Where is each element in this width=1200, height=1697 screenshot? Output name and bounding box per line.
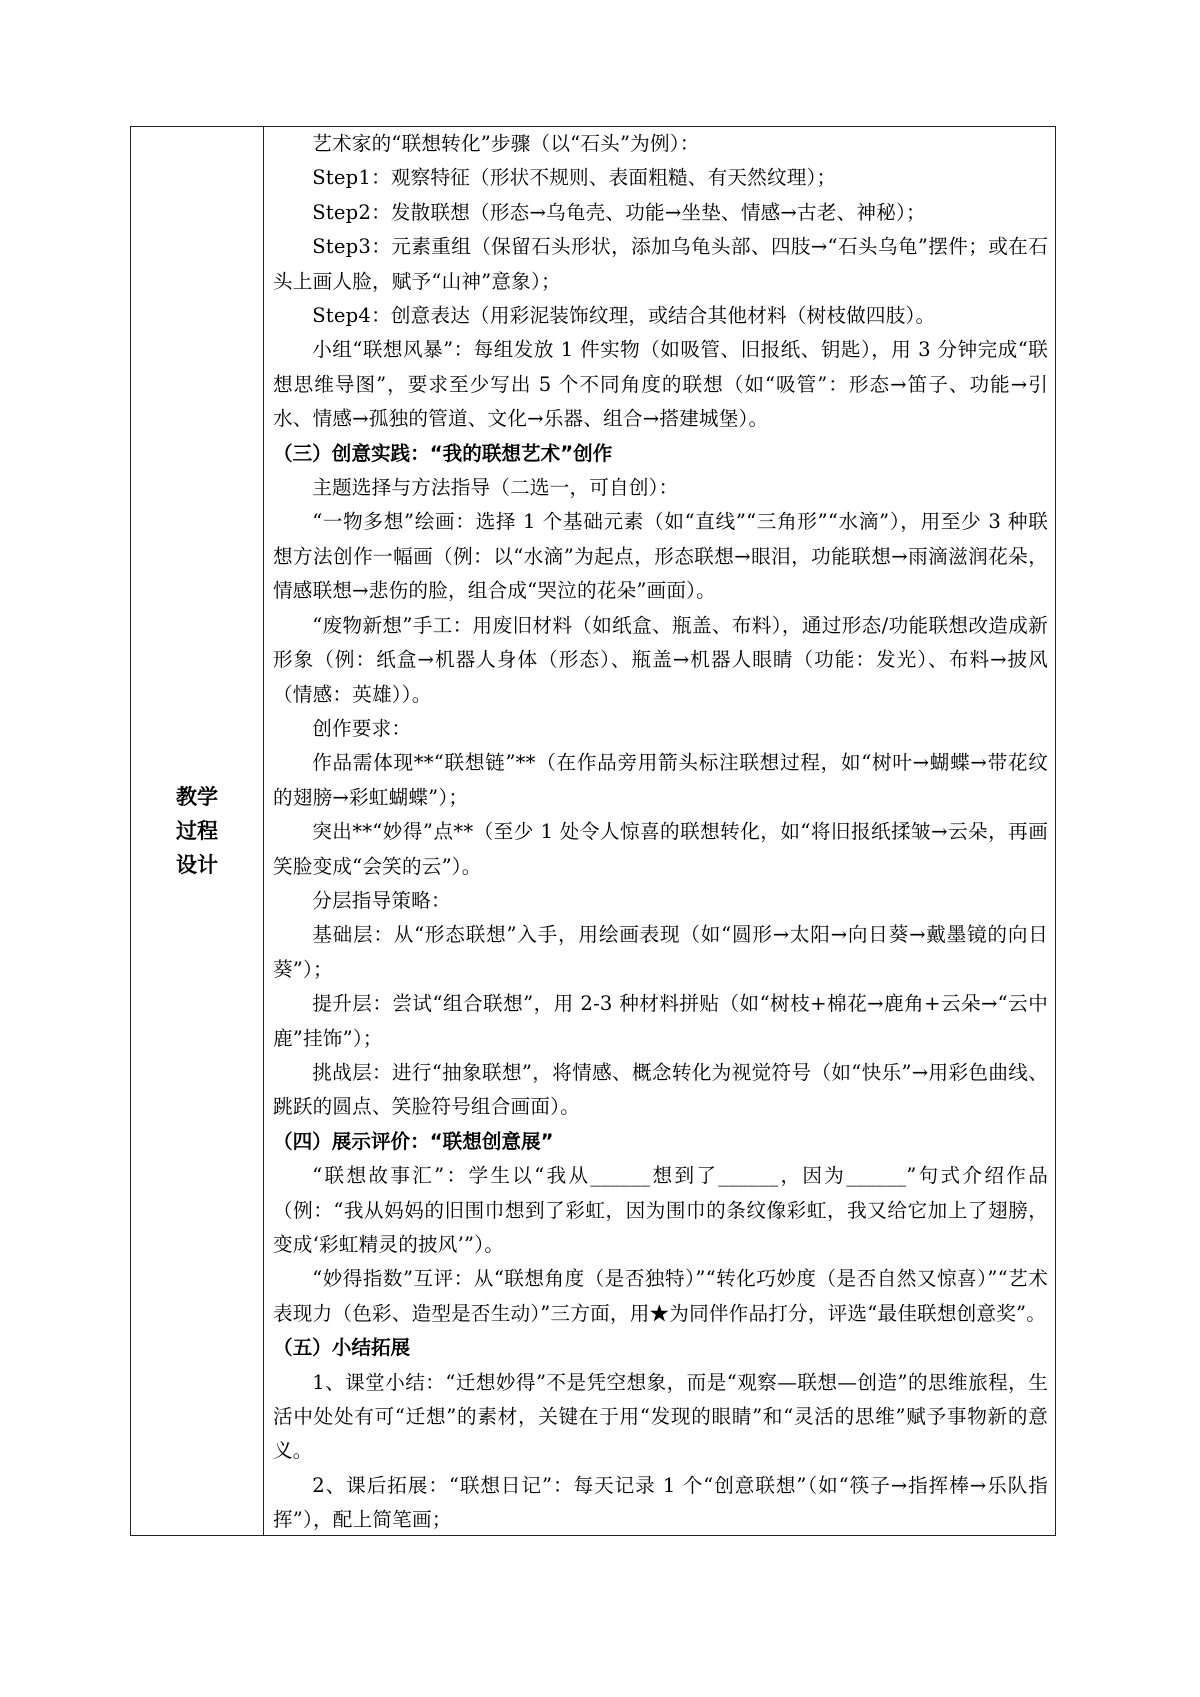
paragraph: 提升层：尝试“组合联想”，用 2-3 种材料拼贴（如“树枝+棉花→鹿角+云朵→“云中鹿”挂饰”）； [273,992,1048,1050]
section-heading: （四）展示评价：“联想创意展” [273,1129,554,1153]
paragraph: 作品需体现**“联想链”**（在作品旁用箭头标注联想过程，如“树叶→蝴蝶→带花纹的翅膀→彩虹蝴蝶”）； [273,751,1048,809]
paragraph: 突出**“妙得”点**（至少 1 处令人惊喜的联想转化，如“将旧报纸揉皱→云朵，再画笑脸变成“会笑的云”）。 [273,820,1048,878]
paragraph: Step2：发散联想（形态→乌龟壳、功能→坐垫、情感→古老、神秘）； [312,200,926,224]
paragraph: 挑战层：进行“抽象联想”，将情感、概念转化为视觉符号（如“快乐”→用彩色曲线、跳跃的圆点、笑脸符号组合画面）。 [273,1060,1048,1119]
paragraph: 创作要求： [312,716,412,740]
paragraph: “废物新想”手工：用废旧材料（如纸盒、瓶盖、布料），通过形态/功能联想改造成新形象（例：纸盒→机器人身体（形态）、瓶盖→机器人眼睛（功能：发光）、布料→披风（情感：英雄））。 [273,613,1048,706]
content-cell [273,127,1048,1535]
paragraph: 艺术家的“联想转化”步骤（以“石头”为例）： [312,132,700,155]
section-heading: （三）创意实践：“我的联想艺术”创作 [273,441,613,465]
section-heading: （五）小结拓展 [273,1336,411,1360]
paragraph: “妙得指数”互评：从“联想角度（是否独特）”“转化巧妙度（是否自然又惊喜）”“艺术表现力（色彩、造型是否生动）”三方面，用★为同伴作品打分，评选“最佳联想创意奖”。 [273,1267,1048,1325]
row-label: 教学过程设计 [176,785,218,877]
paragraph: 小组“联想风暴”：每组发放 1 件实物（如吸管、旧报纸、钥匙），用 3 分钟完成“联想思维导图”，要求至少写出 5 个不同角度的联想（如“吸管”：形态→笛子、功能→引水、情感→孤独的管道、文化→乐器、组合→搭建城堡）。 [273,338,1048,431]
column-divider [263,127,264,1535]
paragraph: “一物多想”绘画：选择 1 个基础元素（如“直线”“三角形”“水滴”），用至少 3 种联想方法创作一幅画（例：以“水滴”为起点，形态联想→眼泪，功能联想→雨滴滋润花朵，情感联想→悲伤的脸，组合成“哭泣的花朵”画面）。 [273,510,1048,603]
paragraph: Step1：观察特征（形状不规则、表面粗糙、有天然纹理）； [312,166,837,190]
paragraph: 分层指导策略： [312,888,451,912]
paragraph: Step3：元素重组（保留石头形状，添加乌龟头部、四肢→“石头乌龟”摆件；或在石头上画人脸，赋予“山神”意象）； [273,235,1048,293]
paragraph: 基础层：从“形态联想”入手，用绘画表现（如“圆形→太阳→向日葵→戴墨镜的向日葵”）； [273,923,1048,981]
lesson-table [130,126,1056,1536]
paragraph: Step4：创意表达（用彩泥装饰纹理，或结合其他材料（树枝做四肢）。 [312,304,936,328]
paragraph: 主题选择与方法指导（二选一，可自创）： [312,476,679,500]
paragraph: 2、课后拓展：“联想日记”：每天记录 1 个“创意联想”（如“筷子→指挥棒→乐队指挥”），配上简笔画； [273,1473,1048,1532]
paragraph: 1、课堂小结：“迁想妙得”不是凭空想象，而是“观察—联想—创造”的思维旅程，生活中处处有可“迁想”的素材，关键在于用“发现的眼睛”和“灵活的思维”赋予事物新的意义。 [273,1370,1048,1463]
paragraph: “联想故事汇”：学生以“我从______想到了______，因为______”句式介绍作品（例：“我从妈妈的旧围巾想到了彩虹，因为围巾的条纹像彩虹，我又给它加上了翅膀，变成‘彩虹精灵的披风’”）。 [273,1164,1048,1256]
row-label-cell [131,127,263,1535]
